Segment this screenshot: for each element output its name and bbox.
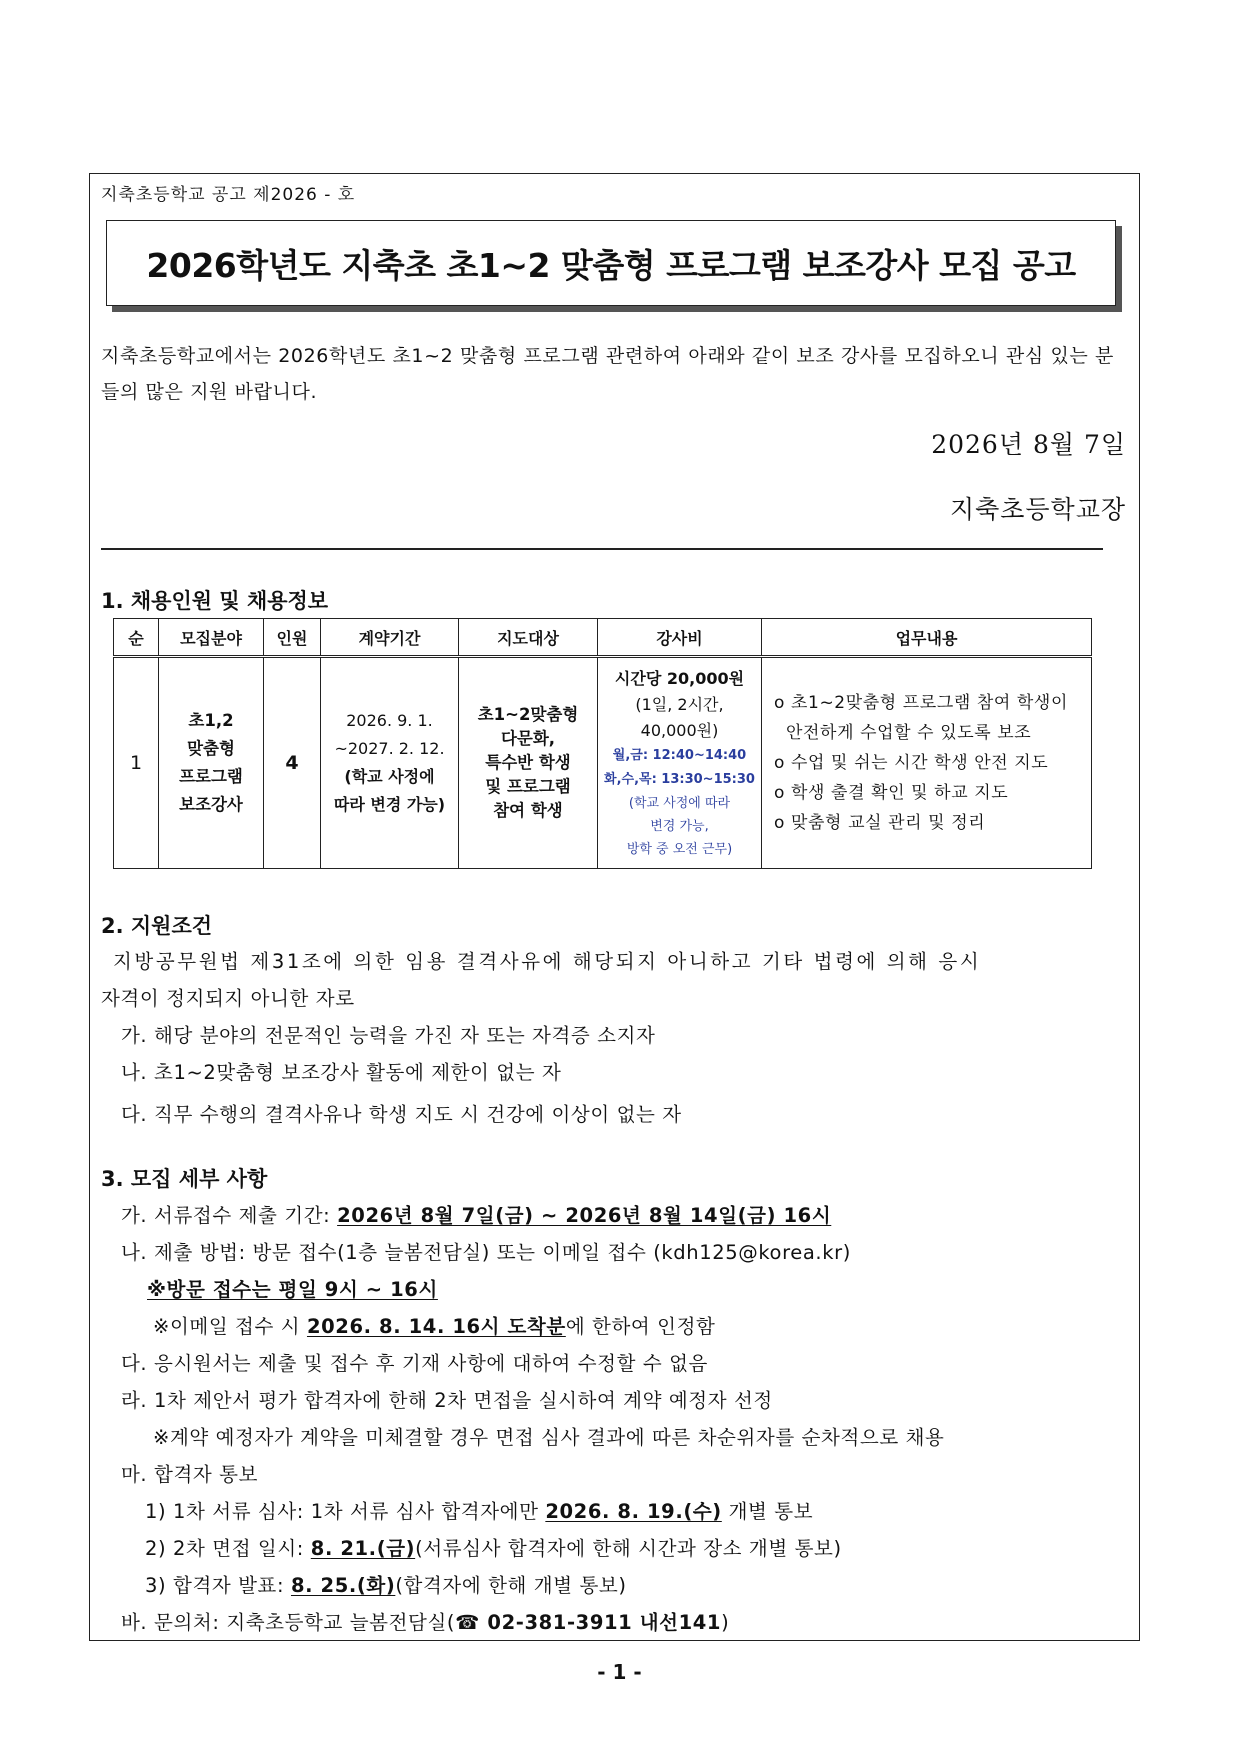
email-note-prefix: ※이메일 접수 시: [153, 1315, 307, 1338]
condition-item: 나. 초1~2맞춤형 보조강사 활동에 제한이 없는 자: [121, 1061, 562, 1084]
section1-heading: 1. 채용인원 및 채용정보: [101, 589, 329, 613]
condition-lead: 지방공무원법 제31조에 의한 임용 결격사유에 해당되지 아니하고 기타 법령에 의해 응시: [113, 950, 982, 973]
intro-paragraph: 지축초등학교에서는 2026학년도 초1~2 맞춤형 프로그램 관련하여 아래와 같이 보조 강사를 모집하오니 관심 있는 분들의 많은 지원 바랍니다.: [101, 345, 1114, 403]
notice-number: 지축초등학교 공고 제2026 - 호: [101, 185, 356, 205]
table-header-row: [114, 619, 1092, 657]
duty-item: o 수업 및 쉬는 시간 학생 안전 지도: [774, 753, 1049, 773]
fee-note: 변경 가능,: [650, 818, 709, 834]
email-note-suffix: 에 한하여 인정함: [565, 1315, 716, 1338]
step-date: 8. 25.(화): [290, 1574, 396, 1597]
application-period: [121, 1200, 831, 1228]
notice-step: [145, 1496, 813, 1524]
fee-schedule: 화,수,목: 13:30~15:30: [604, 771, 755, 787]
header-count: 인원: [264, 619, 321, 657]
cell-count: 4: [264, 657, 321, 869]
detail-item: 마. 합격자 통보: [121, 1463, 259, 1486]
fee-note: 방학 중 오전 근무): [626, 841, 733, 857]
email-note: [153, 1311, 715, 1339]
announcement-date: 2026년 8월 7일: [931, 430, 1126, 459]
period-label: 가. 서류접수 제출 기간:: [121, 1204, 338, 1227]
condition-item: 다. 직무 수행의 결격사유나 학생 지도 시 건강에 이상이 없는 자: [121, 1103, 682, 1126]
header-period: 계약기간: [321, 619, 459, 657]
condition-lead: 자격이 정지되지 아니한 자로: [101, 987, 355, 1010]
signer: 지축초등학교장: [949, 495, 1126, 524]
contact-suffix: ): [721, 1611, 730, 1634]
header-duties: 업무내용: [762, 619, 1092, 657]
fee-rate: 시간당 20,000원: [614, 668, 745, 688]
contact-line: [121, 1607, 729, 1635]
field-line: 프로그램: [179, 767, 243, 786]
duty-item: o 초1~2맞춤형 프로그램 참여 학생이: [774, 693, 1068, 713]
duty-item: o 맞춤형 교실 관리 및 정리: [774, 813, 986, 833]
header-target: 지도대상: [459, 619, 598, 657]
email-deadline: 2026. 8. 14. 16시 도착분: [306, 1315, 566, 1338]
fee-schedule: 월,금: 12:40~14:40: [612, 747, 747, 763]
cell-duties: [762, 657, 1092, 869]
visit-note: ※방문 접수는 평일 9시 ~ 16시: [147, 1278, 438, 1301]
step-text: 개별 통보: [721, 1500, 814, 1523]
step-text: 3) 합격자 발표:: [145, 1574, 291, 1597]
fee-detail: (1일, 2시간,: [635, 694, 724, 714]
condition-item: 가. 해당 분야의 전문적인 능력을 가진 자 또는 자격증 소지자: [121, 1024, 656, 1047]
period-line: 따라 변경 가능): [333, 795, 446, 814]
field-line: 보조강사: [179, 795, 243, 814]
step-date: 2026. 8. 19.(수): [545, 1500, 722, 1523]
fee-detail: 40,000원): [640, 720, 719, 740]
period-line: 2026. 9. 1.: [346, 711, 433, 730]
document-title: 2026학년도 지축초 초1~2 맞춤형 프로그램 보조강사 모집 공고: [146, 245, 1076, 285]
step-date: 8. 21.(금): [310, 1537, 416, 1560]
contact-phone: ☎ 02-381-3911 내선141: [455, 1611, 722, 1634]
target-line: 초1~2맞춤형: [477, 705, 579, 724]
detail-item: 라. 1차 제안서 평가 합격자에 한해 2차 면접을 실시하여 계약 예정자 선정: [121, 1389, 773, 1412]
target-line: 특수반 학생: [485, 753, 571, 772]
target-line: 참여 학생: [493, 801, 563, 820]
period-line: ~2027. 2. 12.: [334, 739, 445, 758]
notice-step: [145, 1533, 842, 1561]
target-line: 다문화,: [500, 729, 556, 748]
target-line: 및 프로그램: [485, 777, 571, 796]
field-line: 맞춤형: [187, 739, 235, 758]
notice-step: [145, 1570, 627, 1598]
divider: [101, 548, 1103, 550]
submission-method: 나. 제출 방법: 방문 접수(1층 늘봄전담실) 또는 이메일 접수 (kdh125@korea.kr): [121, 1241, 851, 1264]
step-text: (합격자에 한해 개별 통보): [395, 1574, 627, 1597]
cell-no: 1: [114, 657, 159, 869]
table-row: [114, 657, 1092, 869]
fee-note: (학교 사정에 따라: [628, 795, 731, 811]
header-no: 순: [114, 619, 159, 657]
duty-item: 안전하게 수업할 수 있도록 보조: [774, 723, 1032, 743]
section3-heading: 3. 모집 세부 사항: [101, 1167, 268, 1191]
hiring-table: [113, 618, 1092, 869]
header-field: 모집분야: [159, 619, 264, 657]
page-number: - 1 -: [597, 1660, 642, 1684]
step-text: 1) 1차 서류 심사: 1차 서류 심사 합격자에만: [145, 1500, 546, 1523]
contract-note: ※계약 예정자가 계약을 미체결할 경우 면접 심사 결과에 따른 차순위자를 순차적으로 채용: [153, 1426, 945, 1449]
step-text: (서류심사 합격자에 한해 시간과 장소 개별 통보): [415, 1537, 842, 1560]
title-box: [106, 220, 1116, 306]
period-value: 2026년 8월 7일(금) ~ 2026년 8월 14일(금) 16시: [337, 1204, 832, 1227]
contact-prefix: 바. 문의처: 지축초등학교 늘봄전담실(: [121, 1611, 456, 1634]
cell-target: [459, 657, 598, 869]
header-fee: 강사비: [598, 619, 762, 657]
period-line: (학교 사정에: [344, 767, 435, 786]
section2-heading: 2. 지원조건: [101, 914, 213, 938]
cell-fee: [598, 657, 762, 869]
field-line: 초1,2: [188, 711, 234, 730]
detail-item: 다. 응시원서는 제출 및 접수 후 기재 사항에 대하여 수정할 수 없음: [121, 1352, 708, 1375]
duty-item: o 학생 출결 확인 및 하교 지도: [774, 783, 1009, 803]
step-text: 2) 2차 면접 일시:: [145, 1537, 311, 1560]
cell-field: [159, 657, 264, 869]
cell-period: [321, 657, 459, 869]
